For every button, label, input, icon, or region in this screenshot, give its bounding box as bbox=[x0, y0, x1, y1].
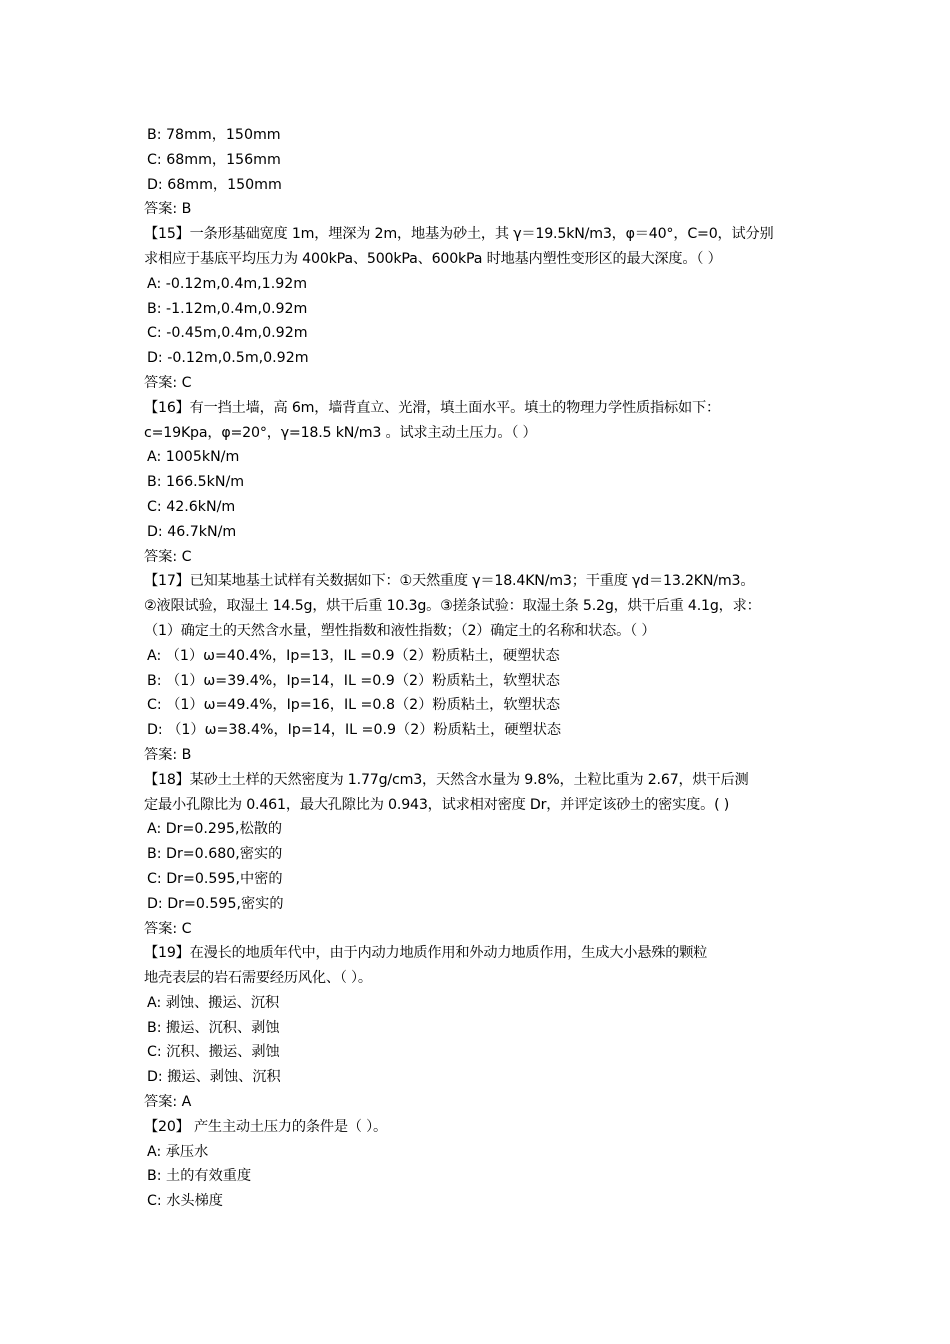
question-text: 求相应于基底平均压力为 400kPa、500kPa、600kPa 时地基内塑性变形区的最大深度。（ ） bbox=[144, 250, 722, 267]
answer-option: B: Dr=0.680,密实的 bbox=[147, 846, 283, 863]
answer-option: B: 166.5kN/m bbox=[147, 474, 245, 491]
answer-option: A: 剥蚀、搬运、沉积 bbox=[147, 994, 280, 1011]
answer-key: 答案: C bbox=[144, 548, 192, 565]
question-text: 定最小孔隙比为 0.461，最大孔隙比为 0.943，试求相对密度 Dr，并评定该砂土的密实度。( ) bbox=[144, 796, 730, 813]
question-text: 【16】有一挡土墙，高 6m，墙背直立、光滑，填土面水平。填土的物理力学性质指标如下： bbox=[144, 399, 720, 416]
answer-key: 答案: C bbox=[144, 374, 192, 391]
question-text: 【19】在漫长的地质年代中，由于内动力地质作用和外动力地质作用，生成大小悬殊的颗粒 bbox=[144, 945, 708, 962]
answer-key: 答案: B bbox=[144, 201, 192, 218]
question-text: 【20】 产生主动土压力的条件是（ ）。 bbox=[144, 1118, 387, 1135]
answer-option: D: 搬运、剥蚀、沉积 bbox=[147, 1069, 281, 1086]
answer-option: B: 78mm，150mm bbox=[147, 127, 281, 143]
answer-option: A: Dr=0.295,松散的 bbox=[147, 821, 283, 838]
answer-option: A: （1）ω=40.4%，Ip=13，IL =0.9（2）粉质粘土，硬塑状态 bbox=[147, 647, 560, 664]
question-text: 地壳表层的岩石需要经历风化、（ ）。 bbox=[144, 970, 372, 987]
question-text: ②液限试验，取湿土 14.5g，烘干后重 10.3g。③搓条试验：取湿土条 5.2g，烘干后重 4.1g，求： bbox=[144, 598, 761, 615]
answer-option: B: （1）ω=39.4%，Ip=14，IL =0.9（2）粉质粘土，软塑状态 bbox=[147, 672, 560, 689]
question-text: 【17】已知某地基土试样有关数据如下：①天然重度 γ＝18.4KN/m3；干重度 γd＝13.2KN/m3。 bbox=[144, 573, 755, 590]
answer-option: D: 68mm，150mm bbox=[147, 176, 282, 193]
answer-option: A: -0.12m,0.4m,1.92m bbox=[147, 275, 308, 292]
answer-option: C: （1）ω=49.4%，Ip=16，IL =0.8（2）粉质粘土，软塑状态 bbox=[147, 697, 561, 714]
answer-option: A: 1005kN/m bbox=[147, 449, 240, 466]
answer-option: C: 水头梯度 bbox=[147, 1193, 223, 1210]
question-text: （1）确定土的天然含水量，塑性指数和液性指数；（2）确定土的名称和状态。（ ） bbox=[144, 622, 656, 639]
question-text: 【15】一条形基础宽度 1m，埋深为 2m，地基为砂土，其 γ＝19.5kN/m3，φ＝40°，C=0，试分别 bbox=[144, 226, 774, 243]
answer-option: C: 沉积、搬运、剥蚀 bbox=[147, 1044, 280, 1061]
answer-option: B: 土的有效重度 bbox=[147, 1168, 252, 1185]
answer-option: D: -0.12m,0.5m,0.92m bbox=[147, 350, 309, 367]
answer-option: D: （1）ω=38.4%，Ip=14，IL =0.9（2）粉质粘土，硬塑状态 bbox=[147, 722, 562, 739]
answer-option: C: 68mm，156mm bbox=[147, 151, 281, 168]
answer-key: 答案: A bbox=[144, 1094, 192, 1111]
answer-option: C: 42.6kN/m bbox=[147, 498, 236, 515]
answer-key: 答案: B bbox=[144, 746, 192, 763]
answer-option: D: 46.7kN/m bbox=[147, 523, 237, 540]
answer-option: A: 承压水 bbox=[147, 1143, 209, 1160]
answer-option: C: -0.45m,0.4m,0.92m bbox=[147, 325, 308, 342]
answer-option: C: Dr=0.595,中密的 bbox=[147, 870, 283, 887]
answer-option: D: Dr=0.595,密实的 bbox=[147, 895, 284, 912]
answer-option: B: 搬运、沉积、剥蚀 bbox=[147, 1019, 280, 1036]
question-text: c=19Kpa，φ=20°，γ=18.5 kN/m3 。试求主动土压力。（ ） bbox=[144, 424, 537, 441]
question-text: 【18】某砂土土样的天然密度为 1.77g/cm3，天然含水量为 9.8%，土粒比重为 2.67，烘干后测 bbox=[144, 771, 749, 788]
question-list bbox=[144, 123, 812, 1214]
answer-option: B: -1.12m,0.4m,0.92m bbox=[147, 300, 308, 317]
answer-key: 答案: C bbox=[144, 920, 192, 937]
